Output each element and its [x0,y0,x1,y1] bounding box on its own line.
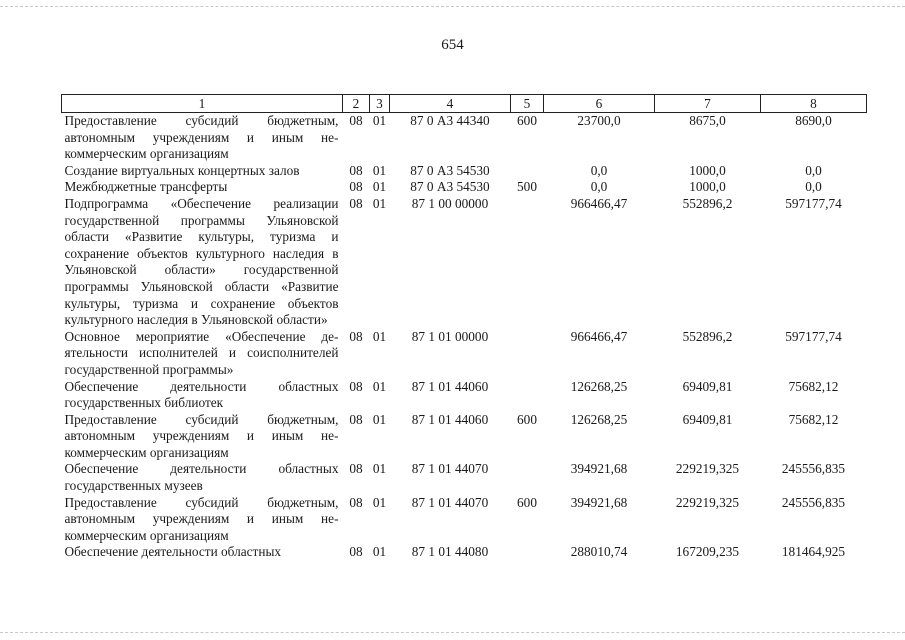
target-article-cell: 87 1 01 00000 [411,328,489,344]
table-row [62,379,867,412]
row-name-cell: Обеспечение деятельности областных [64,544,282,560]
subsection-code-cell: 01 [372,179,387,195]
subsection-code-cell: 01 [372,544,387,560]
target-article-cell: 87 0 А3 54530 [410,162,490,178]
section-code-cell: 08 [349,113,363,128]
row-name-cell: Создание виртуальных концертных залов [64,162,300,178]
row-name-cell: Межбюджетные трансферты [64,179,228,195]
expense-type-cell: 600 [517,494,537,510]
section-code-cell: 08 [349,162,363,178]
amount-col8-cell: 597177,74 [785,195,842,211]
amount-col7-cell: 552896,2 [682,195,733,211]
target-article-cell: 87 1 01 44070 [411,494,489,510]
amount-col7-cell: 229219,325 [675,461,740,477]
subsection-code-cell: 01 [372,162,387,178]
amount-col8-cell: 0,0 [805,162,822,178]
amount-col7-cell: 552896,2 [682,328,733,344]
column-header: 1 [62,95,343,113]
target-article-cell: 87 0 А3 54530 [410,179,490,195]
section-code-cell: 08 [349,411,363,427]
target-article-cell: 87 1 01 44060 [411,378,489,394]
section-code-cell: 08 [349,544,363,560]
subsection-code-cell: 01 [372,461,387,477]
amount-col7-cell: 229219,325 [675,494,740,510]
amount-col6-cell: 0,0 [590,179,608,195]
table-row [62,179,867,196]
expense-type-cell [511,163,544,180]
column-header: 7 [655,95,761,113]
column-header: 5 [511,95,544,113]
expense-type-cell [511,196,544,329]
expense-type-cell: 600 [517,411,537,427]
column-header: 4 [390,95,511,113]
section-code-cell: 08 [349,494,363,510]
table-row [62,412,867,462]
subsection-code-cell: 01 [372,378,387,394]
amount-col8-cell: 181464,925 [781,544,846,560]
row-name-cell: Предоставление субсидий бюджетным, автономным учреждениям и иным некоммерческим организациям [64,494,339,543]
amount-col8-cell: 597177,74 [785,328,842,344]
amount-col8-cell: 75682,12 [788,378,839,394]
row-name-cell: Обеспечение деятельности областных государственных библиотек [64,378,339,411]
section-code-cell: 08 [349,195,363,211]
page-number: 654 [441,37,464,53]
target-article-cell: 87 1 01 44070 [411,461,489,477]
amount-col6-cell: 23700,0 [577,113,621,128]
row-name-cell: Предоставление субсидий бюджетным, автономным учреждениям и иным некоммерческим организациям [64,411,339,460]
top-page-edge [0,6,905,8]
table-row [62,544,867,561]
expense-type-cell: 600 [517,113,537,128]
table-row [62,461,867,494]
amount-col8-cell: 75682,12 [788,411,839,427]
amount-col6-cell: 126268,25 [570,411,628,427]
table-row [62,113,867,163]
amount-col7-cell: 8675,0 [689,113,726,128]
section-code-cell: 08 [349,378,363,394]
amount-col6-cell: 966466,47 [570,328,628,344]
budget-table [61,94,867,561]
table-row [62,495,867,545]
row-name-cell: Предоставление субсидий бюджетным, автономным учреждениям и иным некоммерческим организациям [64,113,339,162]
section-code-cell: 08 [349,179,363,195]
expense-type-cell [511,379,544,412]
amount-col8-cell: 8690,0 [795,113,832,128]
amount-col6-cell: 966466,47 [570,195,628,211]
expense-type-cell [511,544,544,561]
amount-col8-cell: 245556,835 [781,461,846,477]
column-header: 8 [761,95,867,113]
section-code-cell: 08 [349,461,363,477]
table-row [62,196,867,329]
amount-col7-cell: 69409,81 [682,411,733,427]
subsection-code-cell: 01 [372,328,387,344]
section-code-cell: 08 [349,328,363,344]
row-name-cell: Обеспечение деятельности областных государственных музеев [64,461,339,494]
amount-col7-cell: 1000,0 [689,179,726,195]
amount-col7-cell: 167209,235 [675,544,740,560]
amount-col6-cell: 288010,74 [570,544,628,560]
subsection-code-cell: 01 [372,411,387,427]
table-body [62,113,867,562]
target-article-cell: 87 0 А3 44340 [410,113,490,128]
table-row [62,163,867,180]
amount-col7-cell: 1000,0 [689,162,726,178]
subsection-code-cell: 01 [372,494,387,510]
table-row [62,329,867,379]
target-article-cell: 87 1 01 44080 [411,544,489,560]
amount-col8-cell: 0,0 [805,179,822,195]
bottom-page-edge [0,632,905,634]
row-name-cell: Основное мероприятие «Обеспечение деятельности исполнителей и соисполнителей государственной программы» [64,328,339,377]
subsection-code-cell: 01 [372,195,387,211]
amount-col6-cell: 394921,68 [570,494,628,510]
target-article-cell: 87 1 01 44060 [411,411,489,427]
subsection-code-cell: 01 [372,113,387,128]
row-name-cell: Подпрограмма «Обеспечение реализации государственной программы Ульяновской области «Развитие культуры, туризма и сохранение объектов культурного наследия в Ульяновской области» государственной программы Ульяновской области «Развитие культуры, туризма и сохранение объектов культурного наследия в Ульяновской области» [64,195,339,328]
target-article-cell: 87 1 00 00000 [411,195,489,211]
column-header: 3 [370,95,390,113]
amount-col6-cell: 126268,25 [570,378,628,394]
amount-col8-cell: 245556,835 [781,494,846,510]
expense-type-cell: 500 [517,179,537,195]
amount-col7-cell: 69409,81 [682,378,733,394]
column-header: 6 [544,95,655,113]
expense-type-cell [511,461,544,494]
amount-col6-cell: 0,0 [590,162,608,178]
expense-type-cell [511,329,544,379]
column-header: 2 [343,95,370,113]
table-header-row [62,95,867,113]
amount-col6-cell: 394921,68 [570,461,628,477]
